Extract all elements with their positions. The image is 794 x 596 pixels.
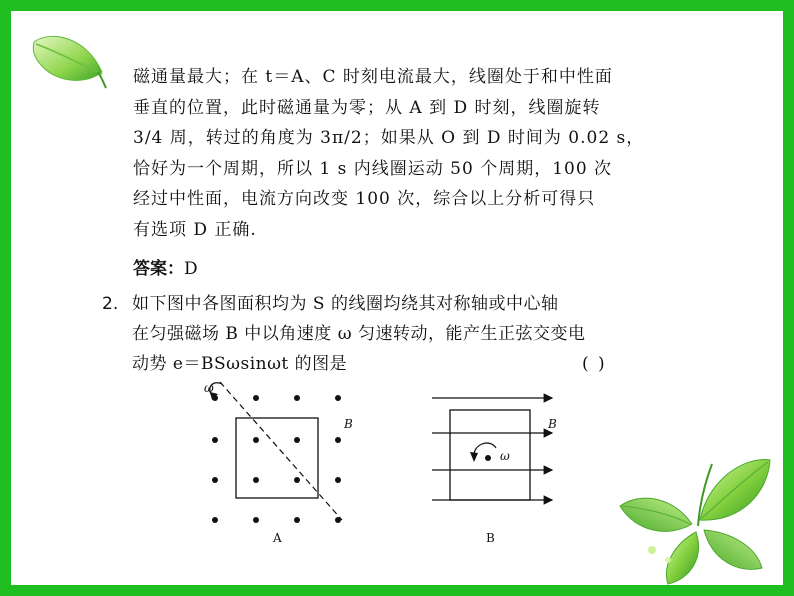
question-line: 在匀强磁场 B 中以角速度 ω 匀速转动，能产生正弦交变电 (132, 324, 586, 344)
figure-label: A (273, 531, 282, 545)
answer-value: D (184, 259, 198, 279)
explanation-line: 磁通量最大；在 t＝A、C 时刻电流最大，线圈处于和中性面 (133, 67, 613, 87)
leaf-icon (28, 28, 112, 92)
figure-label: B (486, 531, 495, 545)
question-number: 2. (102, 294, 119, 314)
explanation-line: 经过中性面，电流方向改变 100 次，综合以上分析可得只 (133, 189, 596, 209)
rotation-axis (220, 382, 342, 520)
answer-blank: ( ) (582, 354, 607, 374)
explanation-line: 有选项 D 正确. (133, 219, 257, 240)
omega-label: ω (500, 449, 510, 463)
field-label: B (344, 417, 353, 431)
coil-square (236, 418, 318, 498)
figure-b (428, 388, 578, 548)
explanation-line: 3/4 周，转过的角度为 3π/2；如果从 O 到 D 时间为 0.02 s， (133, 128, 645, 148)
field-dots (212, 395, 341, 523)
coil-square (450, 410, 530, 500)
leaf-cluster-icon (612, 440, 782, 588)
field-label: B (548, 417, 557, 431)
omega-label: ω (204, 381, 214, 395)
figure-a (200, 378, 370, 548)
explanation-paragraph (133, 62, 653, 245)
question-line: 如下图中各图面积均为 S 的线圈均绕其对称轴或中心轴 (132, 294, 559, 314)
center-axis-dot (485, 455, 491, 461)
answer (133, 254, 198, 279)
question-line: 动势 e＝BSωsinωt 的图是 (132, 354, 348, 374)
explanation-line: 垂直的位置，此时磁通量为零；从 A 到 D 时刻，线圈旋转 (133, 97, 601, 118)
answer-label: 答案： (133, 259, 184, 279)
rotation-arrow-icon (474, 443, 496, 458)
explanation-line: 恰好为一个周期，所以 1 s 内线圈运动 50 个周期，100 次 (133, 158, 613, 179)
